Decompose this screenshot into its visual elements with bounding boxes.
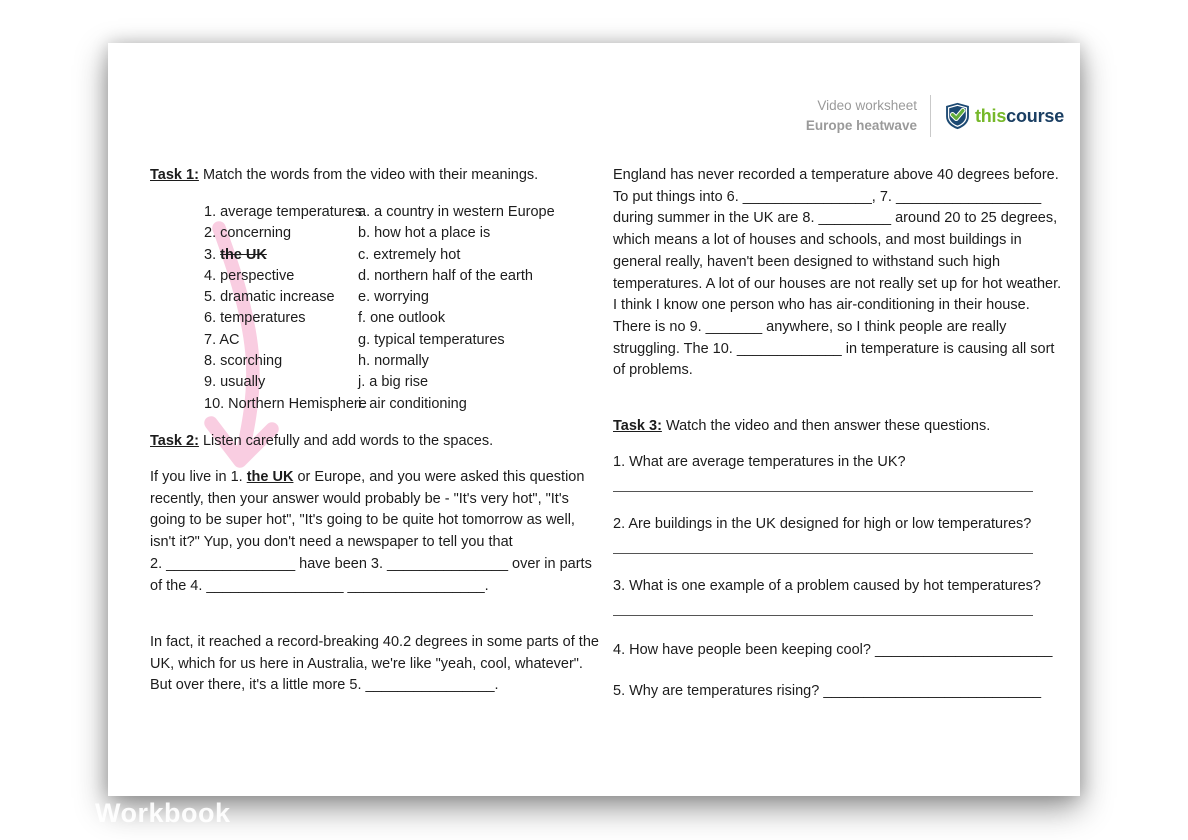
word-pair-row <box>204 372 555 393</box>
meaning-item: f. one outlook <box>358 310 446 327</box>
paragraph-line-blank-8: during summer in the UK are 8. _________ around 20 to 25 degrees, <box>613 210 1058 227</box>
task2-instructions: Listen carefully and add words to the spaces. <box>202 433 494 449</box>
word-pair-row <box>204 330 555 351</box>
task3-question-1: 1. What are average temperatures in the UK? <box>613 454 906 470</box>
paragraph-line: I think I know one person who has air-conditioning in their house. <box>613 297 1030 314</box>
word-pair-row <box>204 287 555 308</box>
meaning-item: i. air conditioning <box>358 395 467 412</box>
task3-question-2: 2. Are buildings in the UK designed for high or low temperatures? <box>613 516 1032 532</box>
meaning-item: h. normally <box>358 353 429 370</box>
paragraph-line: recently, then your answer would probably be - "It's very hot", "It's <box>150 490 569 507</box>
paragraph-line-blank-2-3: 2. ________________ have been 3. _______________ over in parts <box>150 555 592 572</box>
task3-label: Task 3: <box>613 418 662 434</box>
paragraph-line <box>150 467 592 489</box>
paragraph-line-blank-5: But over there, it's a little more 5. ________________. <box>150 677 499 694</box>
task1-word-list <box>204 202 555 415</box>
word-pair-row <box>204 223 555 244</box>
paragraph-line: In fact, it reached a record-breaking 40.2 degrees in some parts of the <box>150 634 599 650</box>
answer-line <box>613 540 1033 554</box>
task3-instructions: Watch the video and then answer these questions. <box>665 418 991 434</box>
paragraph-line: which means a lot of houses and schools, and most buildings in <box>613 232 1022 249</box>
paragraph-line-blank-9: There is no 9. _______ anywhere, so I think people are really <box>613 318 1007 335</box>
task2-paragraph-2 <box>150 632 599 697</box>
word-pair-row <box>204 245 555 266</box>
word-item: 4. perspective <box>204 267 295 284</box>
worksheet-page <box>108 43 1080 796</box>
brand-logo <box>945 102 1064 130</box>
word-item: 5. dramatic increase <box>204 289 335 306</box>
header-text <box>806 96 917 136</box>
header-divider <box>930 95 931 137</box>
word-pair-row <box>204 351 555 372</box>
answer-line <box>613 602 1033 616</box>
doc-title: Europe heatwave <box>805 118 917 133</box>
meaning-item: b. how hot a place is <box>358 225 491 242</box>
word-item: 7. AC <box>204 331 240 348</box>
task3-question-3: 3. What is one example of a problem caused by hot temperatures? <box>613 578 1041 594</box>
meaning-item: e. worrying <box>358 289 429 306</box>
task2-label: Task 2: <box>150 433 199 449</box>
task3-heading <box>613 416 990 437</box>
brand-part-course: course <box>1006 105 1064 126</box>
answer-line <box>613 478 1033 492</box>
word-item: 9. usually <box>204 374 266 391</box>
brand-part-this: this <box>974 105 1007 126</box>
word-item: 1. average temperatures <box>204 204 362 220</box>
paragraph-line: of problems. <box>613 362 693 379</box>
word-item: 8. scorching <box>204 353 283 370</box>
meaning-item: c. extremely hot <box>358 246 461 263</box>
shield-check-icon <box>945 102 970 130</box>
paragraph-line: isn't it?" Yup, you don't need a newspaper to tell you that <box>150 534 513 551</box>
word-number: 3. <box>204 246 221 263</box>
paragraph-line-blank-4: of the 4. _________________ _________________. <box>150 577 489 594</box>
paragraph-line: going to be super hot", "It's going to be quite hot tomorrow as well, <box>150 512 575 529</box>
doc-type-label: Video worksheet <box>817 98 917 113</box>
task2-heading <box>150 431 493 452</box>
meaning-item: a. a country in western Europe <box>358 204 555 220</box>
task2-paragraph-1 <box>150 467 592 597</box>
brand-wordmark <box>975 106 1064 127</box>
paragraph-line: temperatures. A lot of our houses are not really set up for hot weather. <box>613 275 1062 292</box>
word-item <box>204 245 358 266</box>
paragraph-line-blank-10: struggling. The 10. _____________ in temperature is causing all sort <box>613 340 1055 357</box>
word-pair-row <box>204 394 555 415</box>
task3-question-5: 5. Why are temperatures rising? ___________________________ <box>613 683 1042 699</box>
page-header <box>806 95 1064 137</box>
task1-instructions: Match the words from the video with their meanings. <box>202 167 539 183</box>
meaning-item: g. typical temperatures <box>358 331 505 348</box>
struck-word: the UK <box>220 246 267 263</box>
meaning-item: d. northern half of the earth <box>358 267 533 284</box>
word-item: 10. Northern Hemisphere <box>204 395 367 412</box>
meaning-item: j. a big rise <box>358 374 429 391</box>
task1-heading <box>150 165 538 186</box>
paragraph-line-blank-6-7: To put things into 6. ________________, 7. __________________ <box>613 188 1042 205</box>
word-item: 6. temperatures <box>204 310 306 327</box>
word-pair-row <box>204 266 555 287</box>
task3-question-4: 4. How have people been keeping cool? ______________________ <box>613 642 1053 658</box>
line-text: If you live in 1. <box>150 469 247 485</box>
paragraph-line: UK, which for us here in Australia, we're like "yeah, cool, whatever". <box>150 655 583 672</box>
word-pair-row <box>204 308 555 329</box>
paragraph-line: general really, haven't been designed to withstand such high <box>613 253 1001 270</box>
word-pair-row <box>204 202 555 223</box>
word-item: 2. concerning <box>204 225 292 242</box>
task1-label: Task 1: <box>150 167 199 183</box>
paragraph-line: England has never recorded a temperature above 40 degrees before. <box>613 167 1059 183</box>
task2-paragraph-3 <box>613 165 1061 382</box>
line-text: or Europe, and you were asked this question <box>293 469 585 485</box>
answer-the-uk: the UK <box>246 469 294 485</box>
workbook-watermark: Workbook <box>95 798 231 828</box>
